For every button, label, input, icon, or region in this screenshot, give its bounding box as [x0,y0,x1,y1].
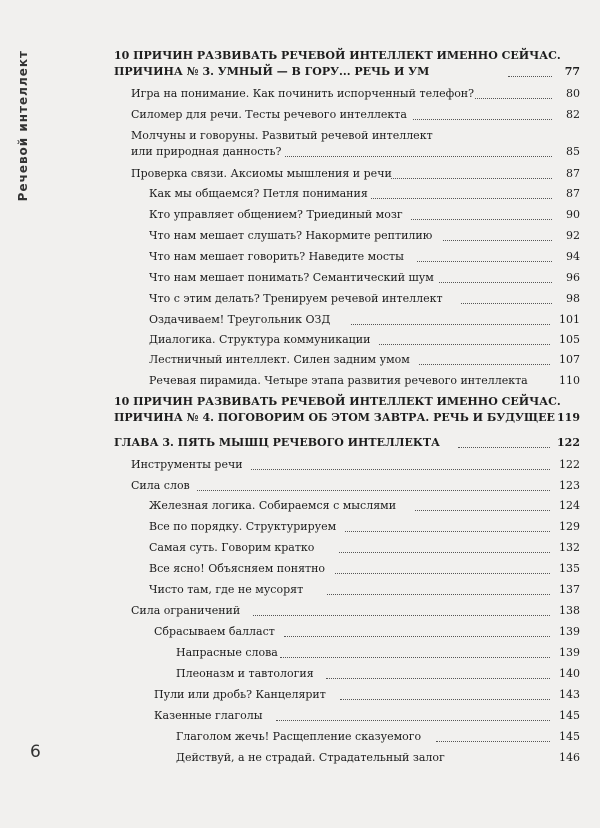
leader-dots [284,636,550,637]
toc-entry-title: Сила ограничений [131,604,241,617]
toc-entry [149,270,580,286]
toc-entry-title: Диалогика. Структура коммуникации [149,333,371,346]
leader-dots [327,594,550,595]
toc-entry-page: 143 [559,688,580,701]
leader-dots [417,261,552,262]
toc-entry [154,624,580,640]
toc-entry-page: 135 [559,562,580,575]
toc-entry-page: 146 [559,751,580,764]
toc-entry-title: Игра на понимание. Как починить испорченный телефон? [131,87,475,100]
toc-entry-title: Чисто там, где не мусорят [149,583,304,596]
toc-entry [149,186,580,202]
leader-dots [379,344,550,345]
leader-dots [351,324,550,325]
toc-entry [149,332,580,348]
toc-entry [131,478,580,494]
toc-entry-title: Что нам мешает понимать? Семантический шум [149,271,434,284]
toc-entry-page: 145 [559,709,580,722]
toc-entry-title: Самая суть. Говорим кратко [149,541,315,554]
leader-dots [508,76,552,77]
toc-entry-page: 98 [566,292,580,305]
toc-entry-page: 82 [566,108,580,121]
toc-entry [176,729,580,745]
toc-entry-page: 124 [559,499,580,512]
toc-entry [149,373,580,389]
toc-entry [149,519,580,535]
toc-entry [149,228,580,244]
toc-entry-page: 77 [564,65,580,78]
leader-dots [345,531,550,532]
toc-entry-title: Кто управляет общением? Триединый мозг [149,208,403,221]
toc-entry-page: 137 [559,583,580,596]
leader-dots [251,469,550,470]
toc-entry-title: Действуй, а не страдай. Страдательный залог [176,751,445,764]
toc-entry-title: Оздачиваем! Треугольник ОЗД [149,313,331,326]
toc-entry-page: 119 [557,411,580,424]
toc-entry [131,107,580,123]
toc-entry-page: 90 [566,208,580,221]
toc-entry [131,457,580,473]
leader-dots [326,678,550,679]
toc-entry-title: 10 ПРИЧИН РАЗВИВАТЬ РЕЧЕВОЙ ИНТЕЛЛЕКТ ИМЕННО СЕЙЧАС. [114,49,561,62]
toc-entry-page: 122 [559,458,580,471]
toc-entry [149,582,580,598]
toc-entry-page: 140 [559,667,580,680]
toc-entry [149,207,580,223]
toc-entry-title: Что с этим делать? Тренируем речевой интеллект [149,292,443,305]
leader-dots [340,699,550,700]
toc-entry [149,249,580,265]
leader-dots [391,178,552,179]
toc-entry-page: 110 [559,374,580,387]
toc-entry [149,561,580,577]
toc-entry [149,291,580,307]
toc-entry-page: 122 [557,436,580,449]
leader-dots [458,447,550,448]
toc-entry [114,435,580,451]
toc-entry-page: 80 [566,87,580,100]
toc-entry-title-line2: ПРИЧИНА № 3. УМНЫЙ — В ГОРУ... РЕЧЬ И УМ [114,65,430,78]
toc-entry [131,86,580,102]
running-head: Речевой интеллект [16,50,30,202]
toc-entry [176,645,580,661]
toc-entry [131,166,580,182]
toc-entry-title: Сила слов [131,479,190,492]
toc-entry-title: Напрасные слова [176,646,278,659]
toc-entry [149,498,580,514]
toc-entry-page: 105 [559,333,580,346]
leader-dots [339,552,550,553]
toc-entry-page: 145 [559,730,580,743]
toc-entry-page: 139 [559,625,580,638]
toc-entry [176,666,580,682]
toc-entry [114,48,580,82]
leader-dots [461,303,552,304]
toc-entry-page: 94 [566,250,580,263]
leader-dots [475,98,552,99]
toc-entry-page: 129 [559,520,580,533]
toc-entry-title-line2: или природная данность? [131,145,282,158]
toc-entry-page: 139 [559,646,580,659]
toc-entry-title: Как мы общаемся? Петля понимания [149,187,368,200]
toc-entry-title: Все ясно! Объясняем понятно [149,562,326,575]
toc-entry-title: Что нам мешает слушать? Накормите рептилию [149,229,433,242]
toc-entry [154,708,580,724]
toc-entry [131,128,580,162]
toc-entry-title: Проверка связи. Аксиомы мышления и речи [131,167,392,180]
toc-entry-title-line2: ПРИЧИНА № 4. ПОГОВОРИМ ОБ ЭТОМ ЗАВТРА. РЕЧЬ И БУДУЩЕЕ [114,411,555,424]
leader-dots [436,741,550,742]
toc-entry-page: 101 [559,313,580,326]
toc-entry-title: Что нам мешает говорить? Наведите мосты [149,250,404,263]
toc-entry-title: Пули или дробь? Канцелярит [154,688,326,701]
toc-entry [176,750,580,766]
leader-dots [371,198,552,199]
toc-entry [149,312,580,328]
toc-entry-title: Молчуны и говоруны. Развитый речевой интеллект [131,129,433,142]
leader-dots [197,490,550,491]
toc-entry-page: 96 [566,271,580,284]
toc-entry [114,394,580,428]
leader-dots [280,657,550,658]
toc-entry-page: 123 [559,479,580,492]
leader-dots [253,615,550,616]
leader-dots [285,156,552,157]
page-number: 6 [30,742,41,762]
leader-dots [415,510,550,511]
toc-entry-title: Плеоназм и тавтология [176,667,314,680]
toc-entry-page: 107 [559,353,580,366]
toc-entry-title: Глаголом жечь! Расщепление сказуемого [176,730,422,743]
toc-entry [149,540,580,556]
leader-dots [419,364,550,365]
toc-entry-page: 87 [566,167,580,180]
toc-entry-page: 132 [559,541,580,554]
leader-dots [335,573,550,574]
toc-entry-title: Железная логика. Собираемся с мыслями [149,499,397,512]
toc-entry-title: Силомер для речи. Тесты речевого интеллекта [131,108,407,121]
toc-entry-title: Речевая пирамида. Четыре этапа развития речевого интеллекта [149,374,528,387]
leader-dots [411,219,552,220]
toc-entry [149,352,580,368]
toc-entry-title: Лестничный интеллект. Силен задним умом [149,353,410,366]
toc-entry-page: 87 [566,187,580,200]
toc-entry-title: 10 ПРИЧИН РАЗВИВАТЬ РЕЧЕВОЙ ИНТЕЛЛЕКТ ИМЕННО СЕЙЧАС. [114,395,561,408]
toc-entry [131,603,580,619]
toc-entry-page: 85 [566,145,580,158]
toc-entry-title: Казенные глаголы [154,709,263,722]
leader-dots [276,720,550,721]
toc-entry-title: ГЛАВА 3. ПЯТЬ МЫШЦ РЕЧЕВОГО ИНТЕЛЛЕКТА [114,436,440,449]
toc-entry-title: Все по порядку. Структурируем [149,520,337,533]
toc-entry-page: 92 [566,229,580,242]
toc-entry-page: 138 [559,604,580,617]
leader-dots [413,119,552,120]
toc-entry [154,687,580,703]
toc-entry-title: Сбрасываем балласт [154,625,275,638]
toc-entry-title: Инструменты речи [131,458,243,471]
leader-dots [439,282,552,283]
leader-dots [443,240,552,241]
